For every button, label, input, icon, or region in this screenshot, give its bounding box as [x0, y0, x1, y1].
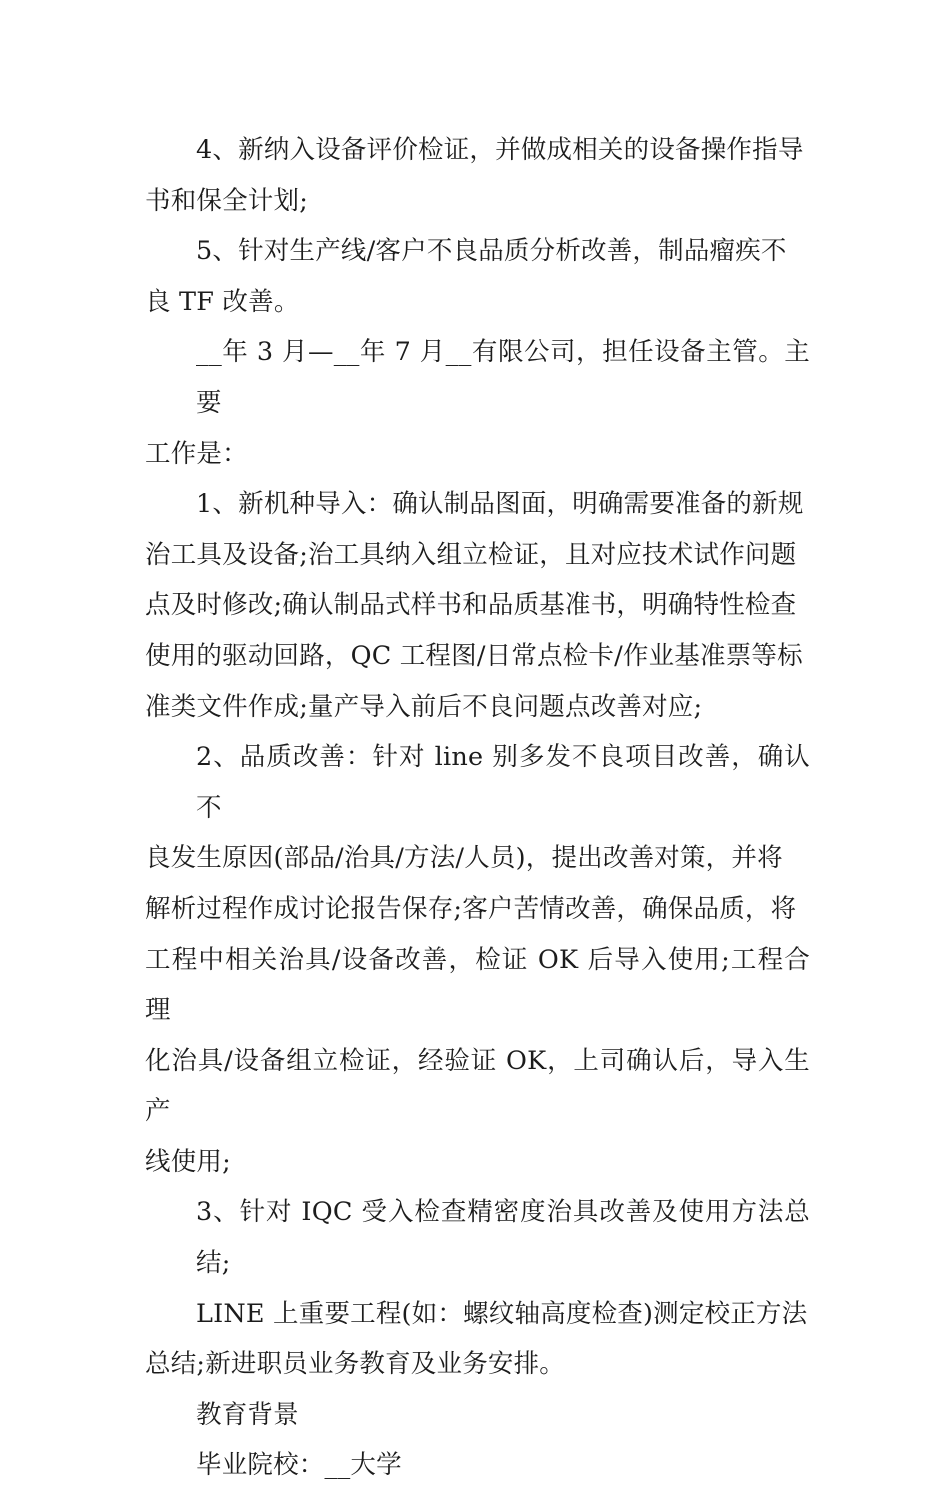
- text-line: 书和保全计划;: [145, 185, 308, 216]
- text-line: 总结;新进职员业务教育及业务安排。: [145, 1349, 565, 1380]
- text-line: 使用的驱动回路，QC 工程图/日常点检卡/作业基准票等标: [145, 640, 803, 671]
- text-line: 准类文件作成;量产导入前后不良问题点改善对应;: [145, 691, 703, 722]
- paragraph-duty-2: [145, 732, 810, 1187]
- paragraph-graduate-school: [145, 1440, 810, 1491]
- text-line: 5、针对生产线/客户不良品质分析改善，制品瘤疾不: [196, 236, 787, 267]
- text-line: 线使用;: [145, 1146, 231, 1177]
- paragraph-duty-3: [145, 1187, 810, 1288]
- text-line: 工作是：: [145, 438, 248, 469]
- paragraph-item-5: [145, 226, 810, 327]
- text-line: 2、品质改善：针对 line 别多发不良项目改善，确认不: [196, 742, 810, 823]
- text-line: 点及时修改;确认制品式样书和品质基准书，明确特性检查: [145, 590, 797, 621]
- text-line: 3、针对 IQC 受入检查精密度治具改善及使用方法总结;: [196, 1197, 810, 1279]
- paragraph-line-engineering: [145, 1289, 810, 1390]
- text-line: 教育背景: [196, 1399, 299, 1430]
- text-line: 治工具及设备;治工具纳入组立检证，且对应技术试作问题: [145, 539, 797, 570]
- text-line: 工程中相关治具/设备改善，检证 OK 后导入使用;工程合理: [145, 944, 810, 1026]
- text-line: 解析过程作成讨论报告保存;客户苦情改善，确保品质，将: [145, 893, 797, 924]
- text-line: 4、新纳入设备评价检证，并做成相关的设备操作指导: [196, 135, 804, 165]
- text-line: 良 TF 改善。: [145, 286, 300, 317]
- text-line: 1、新机种导入：确认制品图面，明确需要准备的新规: [196, 489, 804, 520]
- text-line: 毕业院校：__大学: [196, 1450, 402, 1481]
- paragraph-item-4: [145, 125, 810, 226]
- text-line: __年 3 月—__年 7 月__有限公司，担任设备主管。主要: [196, 337, 810, 418]
- document-body: [145, 125, 810, 1491]
- section-heading-education: [145, 1390, 810, 1441]
- text-line: 良发生原因(部品/治具/方法/人员)，提出改善对策，并将: [145, 843, 783, 874]
- text-line: LINE 上重要工程(如：螺纹轴高度检查)测定校正方法: [196, 1298, 808, 1329]
- text-line: 化治具/设备组立检证，经验证 OK，上司确认后，导入生产: [145, 1045, 810, 1127]
- paragraph-job-entry: [145, 327, 810, 479]
- paragraph-duty-1: [145, 479, 810, 732]
